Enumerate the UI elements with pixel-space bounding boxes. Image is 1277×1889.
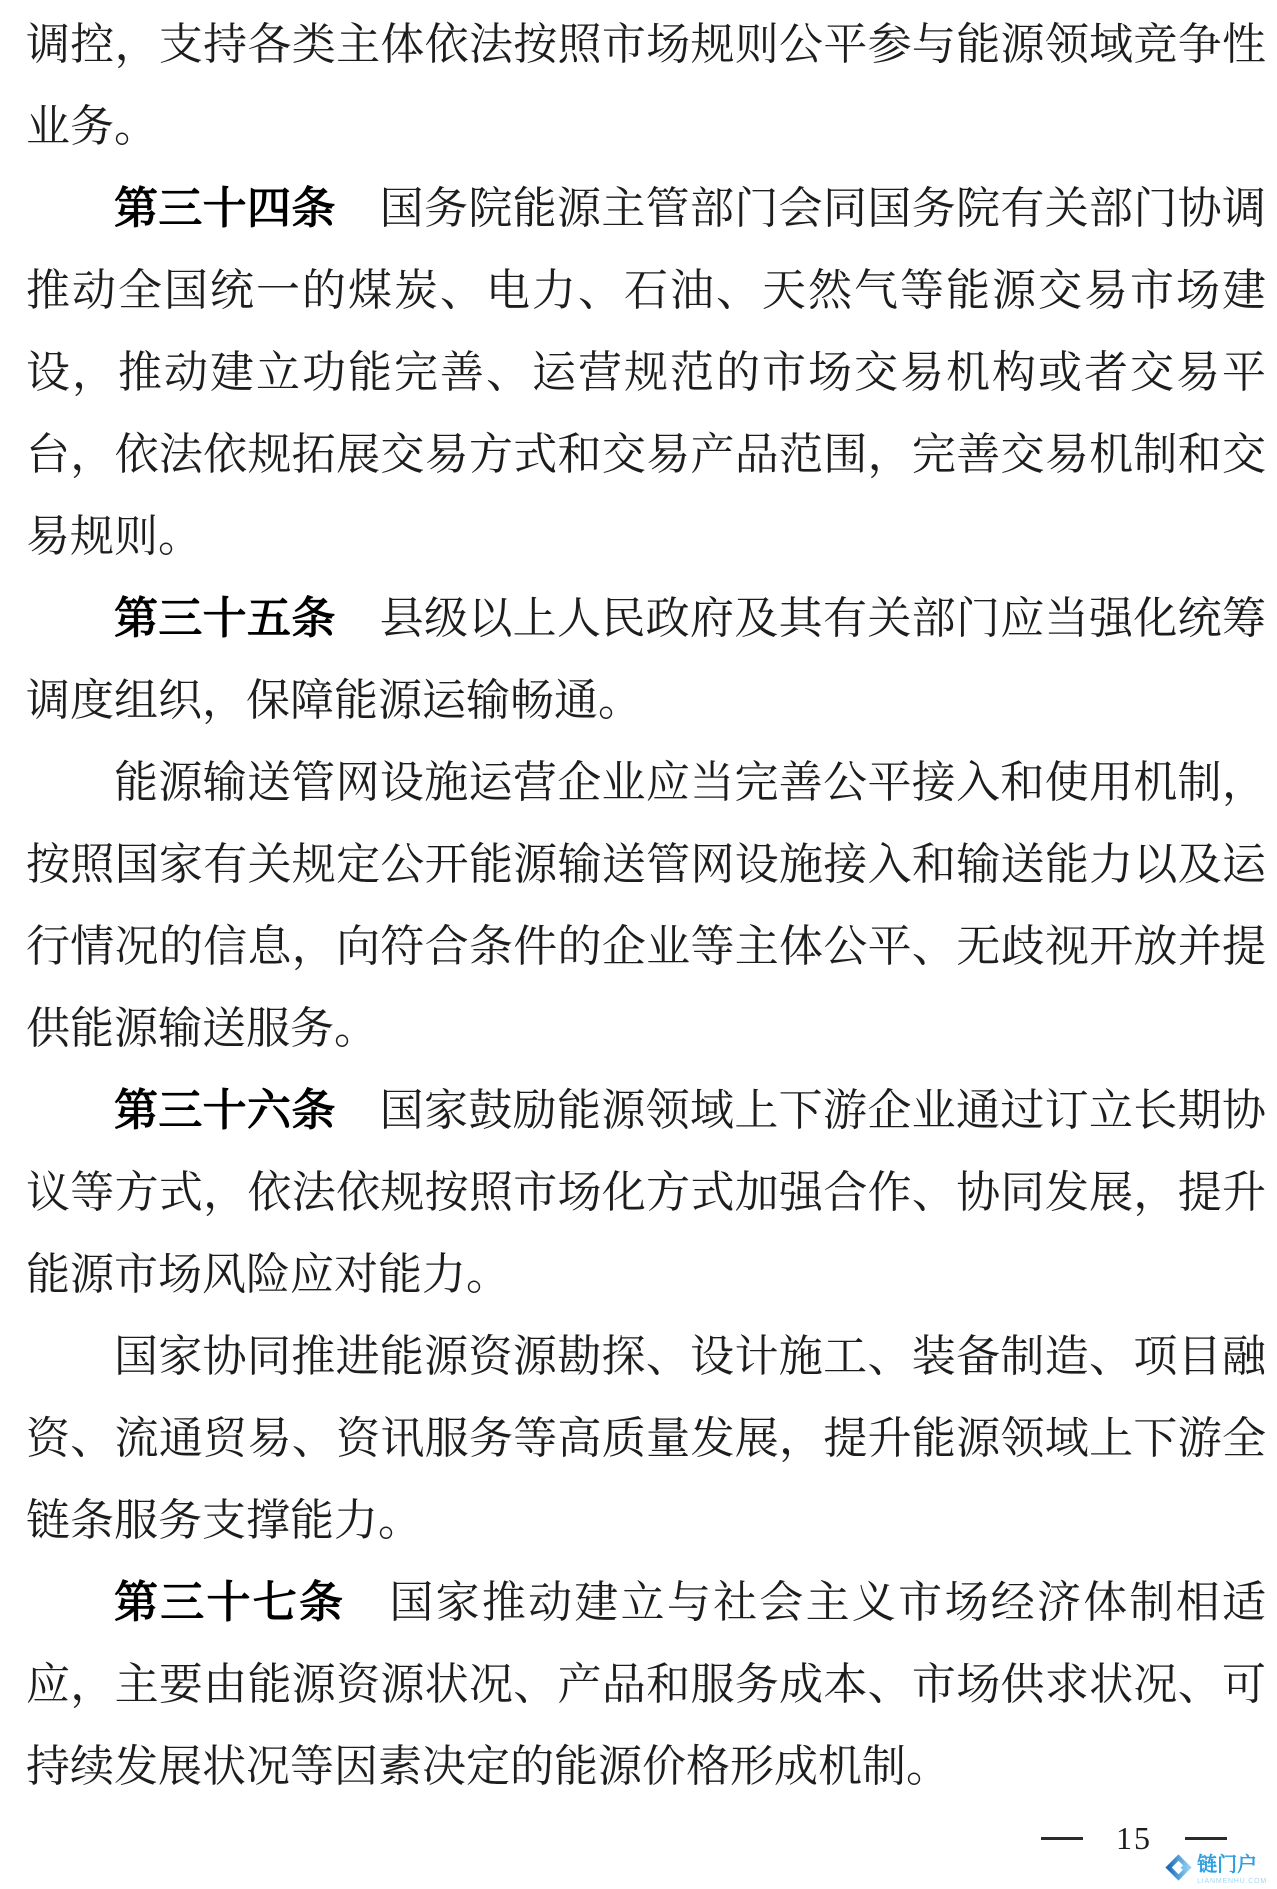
paragraph [26,742,1266,1070]
article-number: 第三十六条 [114,1086,336,1135]
watermark-domain: LIANMENHU.COM [1197,1878,1267,1885]
paragraph-text: 国家推动建立与社会主义市场经济体制相适应，主要由能源资源状况、产品和服务成本、市场供求状况、可持续发展状况等因素决定的能源价格形成机制。 [26,1578,1267,1791]
chain-logo-icon [1165,1854,1192,1886]
paragraph-text: 国务院能源主管部门会同国务院有关部门协调推动全国统一的煤炭、电力、石油、天然气等能源交易市场建设，推动建立功能完善、运营规范的市场交易机构或者交易平台，依法依规拓展交易方式和交易产品范围，完善交易机制和交易规则。 [26,184,1267,561]
paragraph-text: 国家协同推进能源资源勘探、设计施工、装备制造、项目融资、流通贸易、资讯服务等高质量发展，提升能源领域上下游全链条服务支撑能力。 [26,1332,1266,1545]
page-number-dash [1041,1837,1083,1840]
watermark-brand: 链门户 [1197,1854,1258,1876]
watermark-text [1197,1855,1267,1885]
site-watermark [1165,1854,1267,1886]
page-number-dash [1185,1837,1227,1840]
paragraph [26,168,1266,578]
paragraph-text: 调控，支持各类主体依法按照市场规则公平参与能源领域竞争性业务。 [26,20,1266,151]
paragraph [26,1316,1266,1562]
article-number: 第三十七条 [114,1578,346,1627]
page-number: 15 [1116,1820,1152,1856]
paragraph-text: 县级以上人民政府及其有关部门应当强化统筹调度组织，保障能源运输畅通。 [26,594,1267,725]
page-footer [1041,1820,1227,1856]
paragraph [26,4,1266,168]
article-number: 第三十五条 [114,594,336,643]
paragraph-text: 能源输送管网设施运营企业应当完善公平接入和使用机制，按照国家有关规定公开能源输送管网设施接入和输送能力以及运行情况的信息，向符合条件的企业等主体公平、无歧视开放并提供能源输送服务。 [26,758,1266,1053]
document-body [26,4,1266,1808]
paragraph-text: 国家鼓励能源领域上下游企业通过订立长期协议等方式，依法依规按照市场化方式加强合作、协同发展，提升能源市场风险应对能力。 [26,1086,1267,1299]
paragraph [26,1070,1266,1316]
article-number: 第三十四条 [114,184,336,233]
paragraph [26,578,1266,742]
paragraph [26,1562,1266,1808]
